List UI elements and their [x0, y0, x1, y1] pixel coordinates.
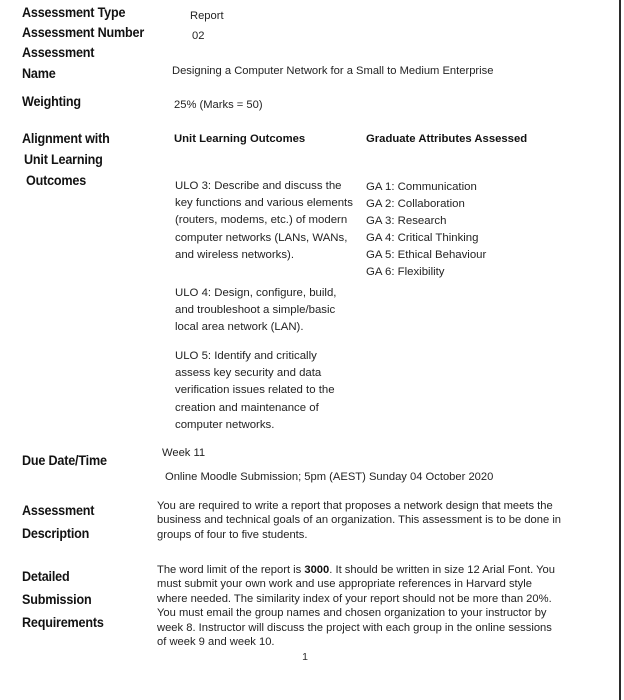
- word-limit-value: 3000: [304, 564, 330, 576]
- detailed-submission-label-line2: Submission: [22, 592, 92, 607]
- page-number: 1: [302, 651, 308, 663]
- page-right-edge: [619, 0, 621, 700]
- graduate-attribute-item: GA 5: Ethical Behaviour: [366, 249, 487, 261]
- graduate-attribute-item: GA 4: Critical Thinking: [366, 232, 479, 244]
- unit-learning-outcome-item: ULO 5: Identify and critically assess key security and data verification issues related to the creation and maintenance of computer networks.: [175, 350, 335, 431]
- detailed-submission-text-part2: . It should be written in size 12 Arial Font. You must submit your own work and use appropriate references in Harvard style where needed. The similarity index of your report should not be more than 20%. You must email the group names and chosen organization to your instructor by week 8. Instructor will discuss the project with each group in the online sessions of week 9 and week 10.: [157, 564, 555, 649]
- alignment-label-line2: Unit Learning: [24, 152, 103, 167]
- column-header-graduate-attributes: Graduate Attributes Assessed: [366, 133, 528, 145]
- assessment-description-text: You are required to write a report that proposes a network design that meets the business and technical goals of an organization. This assessment is to be done in groups of four to five students.: [157, 500, 562, 541]
- weighting-value: 25% (Marks = 50): [174, 99, 263, 111]
- assessment-number-label: Assessment Number: [22, 25, 145, 40]
- due-date-value-line2: Online Moodle Submission; 5pm (AEST) Sunday 04 October 2020: [165, 471, 494, 483]
- assessment-type-label: Assessment Type: [22, 5, 126, 20]
- unit-learning-outcome-item: ULO 3: Describe and discuss the key functions and various elements (routers, modems, etc.) of modern computer networks (LANs, WANs, and wireless networks).: [175, 180, 353, 261]
- due-date-label: Due Date/Time: [22, 453, 107, 468]
- graduate-attribute-item: GA 6: Flexibility: [366, 266, 445, 278]
- assessment-description-label-line2: Description: [22, 526, 90, 541]
- assessment-name-value: Designing a Computer Network for a Small to Medium Enterprise: [172, 65, 494, 77]
- unit-learning-outcome-item: ULO 4: Design, configure, build, and troubleshoot a simple/basic local area network (LAN).: [175, 287, 337, 334]
- assessment-name-label-line2: Name: [22, 66, 56, 81]
- due-date-value-line1: Week 11: [162, 447, 206, 459]
- detailed-submission-label-line3: Requirements: [22, 615, 104, 630]
- column-header-unit-learning-outcomes: Unit Learning Outcomes: [174, 133, 306, 145]
- assessment-name-label-line1: Assessment: [22, 45, 95, 60]
- graduate-attribute-item: GA 3: Research: [366, 215, 447, 227]
- assessment-description-label-line1: Assessment: [22, 503, 95, 518]
- graduate-attribute-item: GA 1: Communication: [366, 181, 477, 193]
- alignment-label-line3: Outcomes: [26, 173, 87, 188]
- assessment-number-value: 02: [192, 30, 205, 42]
- graduate-attribute-item: GA 2: Collaboration: [366, 198, 465, 210]
- detailed-submission-label-line1: Detailed: [22, 569, 70, 584]
- detailed-submission-text-part1: The word limit of the report is: [157, 564, 305, 576]
- alignment-label-line1: Alignment with: [22, 131, 110, 146]
- detailed-submission-text: [157, 563, 563, 649]
- assessment-type-value: Report: [190, 10, 224, 22]
- weighting-label: Weighting: [22, 94, 81, 109]
